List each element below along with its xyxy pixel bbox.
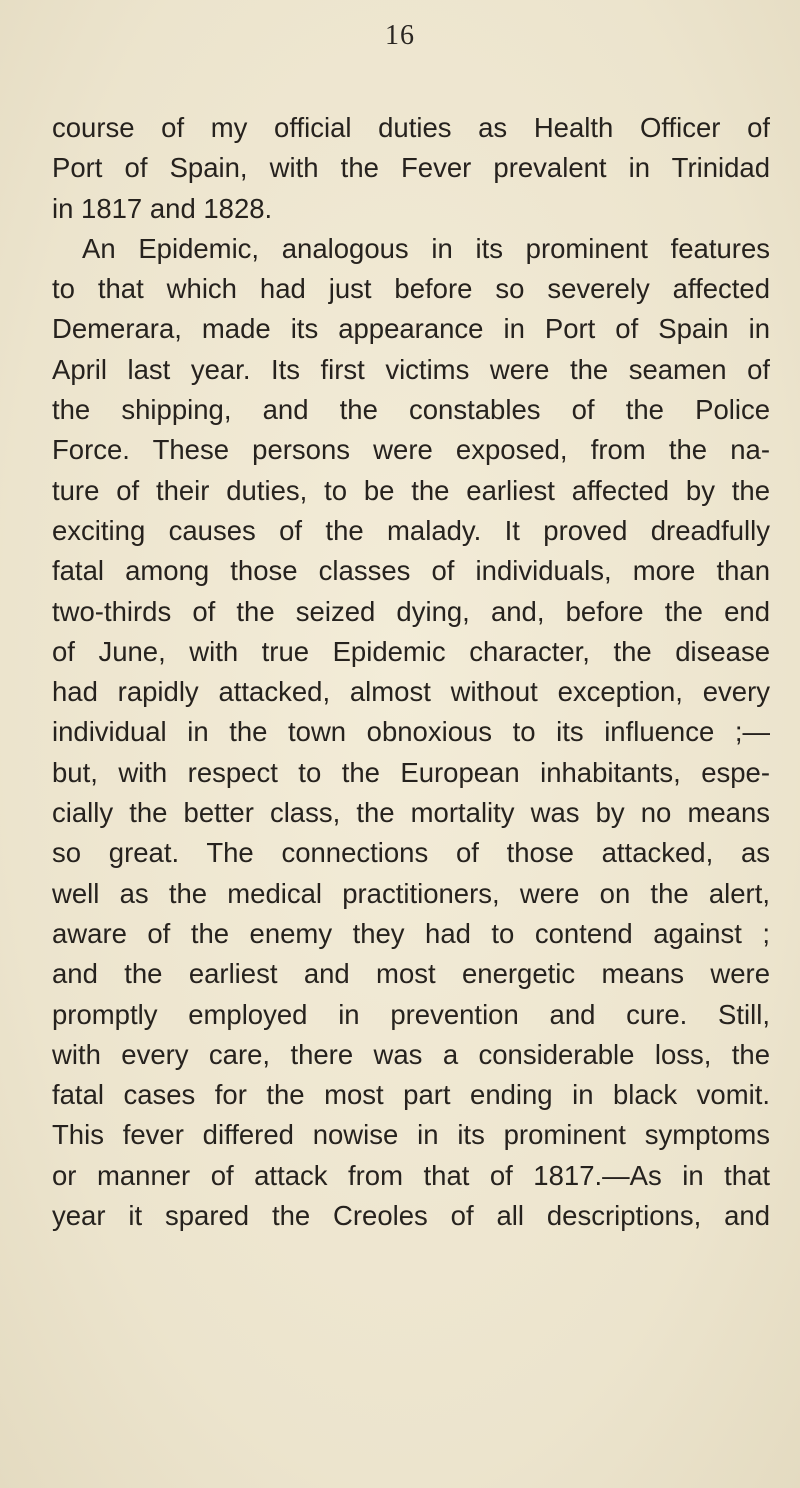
text-line: aware of the enemy they had to contend against ; [52,917,770,949]
text-line: individual in the town obnoxious to its influence ;— [52,716,770,748]
text-line: exciting causes of the malady. It proved dreadfully [52,514,770,546]
text-line: well as the medical practitioners, were on the alert, [52,877,770,909]
text-line: in 1817 and 1828. [52,192,273,224]
text-line: had rapidly attacked, almost without exception, every [52,676,770,708]
text-line: An Epidemic, analogous in its prominent features [82,232,770,264]
text-line: fatal cases for the most part ending in black vomit. [52,1079,770,1111]
text-line: Demerara, made its appearance in Port of Spain in [52,313,770,345]
text-line: or manner of attack from that of 1817.—As in that [52,1159,770,1191]
text-line: year it spared the Creoles of all descriptions, and [52,1200,770,1232]
text-line: Force. These persons were exposed, from the na- [52,434,770,466]
text-line: but, with respect to the European inhabitants, espe- [52,756,770,788]
text-line: of June, with true Epidemic character, the disease [52,635,770,667]
text-line: Port of Spain, with the Fever prevalent in Trinidad [52,152,770,184]
text-line: April last year. Its first victims were the seamen of [52,353,770,385]
text-line: so great. The connections of those attacked, as [52,837,770,869]
text-line: the shipping, and the constables of the Police [52,394,770,426]
text-line: fatal among those classes of individuals, more than [52,555,770,587]
body-text [52,108,770,1236]
text-line: and the earliest and most energetic means were [52,958,770,990]
text-line: with every care, there was a considerable loss, the [52,1038,770,1070]
text-line: cially the better class, the mortality was by no means [52,797,770,829]
text-line: ture of their duties, to be the earliest affected by the [52,474,770,506]
text-line: course of my official duties as Health Officer of [52,112,770,143]
page-number: 16 [385,20,415,51]
text-line: two-thirds of the seized dying, and, before the end [52,595,770,627]
text-line: promptly employed in prevention and cure. Still, [52,998,770,1030]
text-line: This fever differed nowise in its prominent symptoms [52,1119,770,1151]
text-line: to that which had just before so severely affected [52,273,770,305]
